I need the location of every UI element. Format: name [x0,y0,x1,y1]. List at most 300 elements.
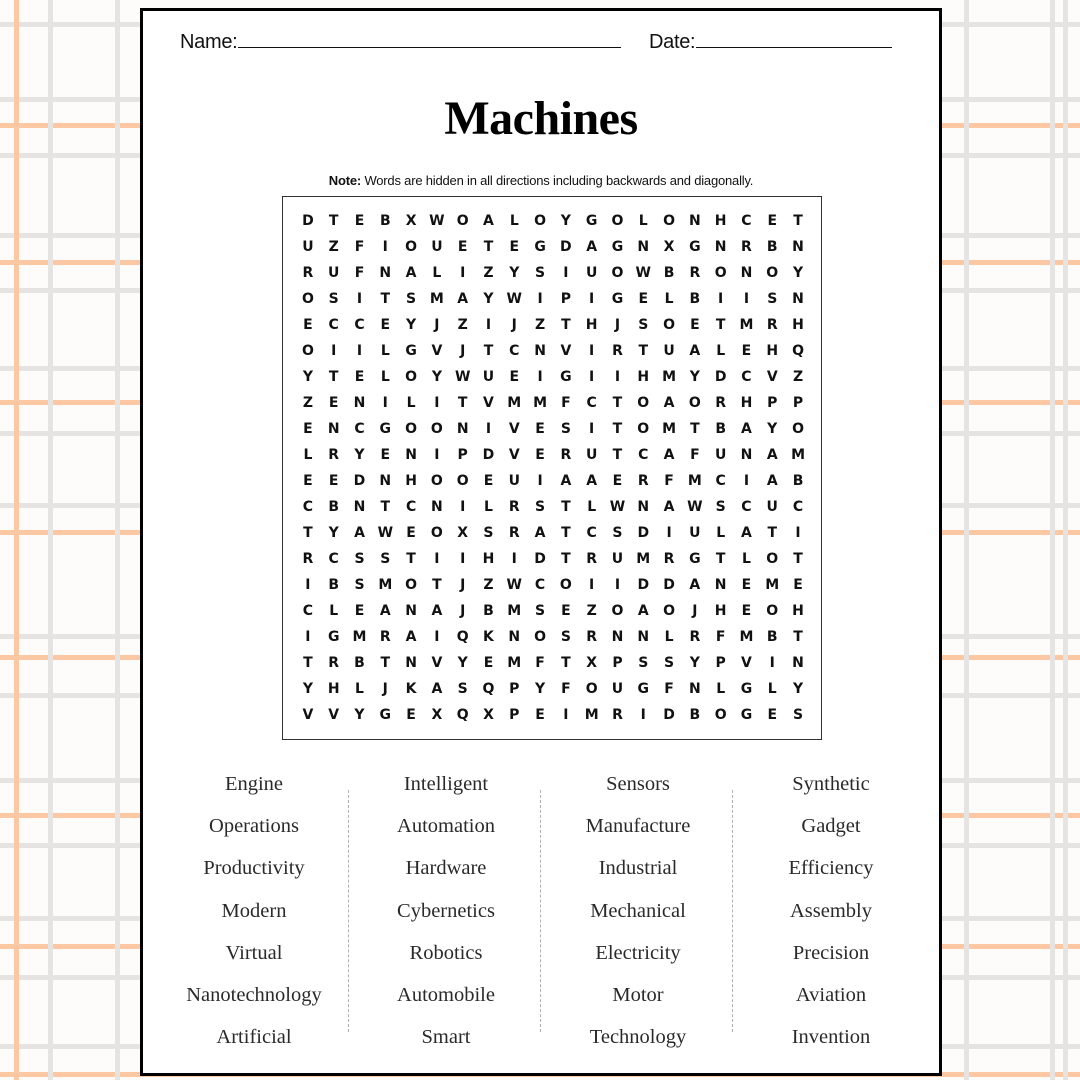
grid-letter[interactable]: H [405,473,417,489]
grid-letter[interactable]: R [328,447,340,463]
grid-letter[interactable]: I [589,577,595,593]
grid-letter[interactable]: O [430,473,443,489]
grid-letter[interactable]: L [767,681,777,697]
grid-letter[interactable]: T [793,629,803,645]
grid-letter[interactable]: C [328,551,339,567]
grid-letter[interactable]: T [380,291,391,307]
grid-letter[interactable]: Y [354,447,365,463]
grid-letter[interactable]: I [537,291,543,307]
grid-letter[interactable]: T [561,525,571,541]
grid-letter[interactable]: E [328,473,339,489]
grid-letter[interactable]: Y [483,291,494,307]
grid-letter[interactable]: V [302,707,314,723]
grid-letter[interactable]: A [379,603,391,619]
grid-letter[interactable]: L [587,499,597,515]
grid-letter[interactable]: I [743,473,750,489]
grid-letter[interactable]: Z [302,395,313,411]
grid-letter[interactable]: N [637,499,650,515]
grid-letter[interactable]: R [508,499,520,515]
grid-letter[interactable]: Y [406,317,417,333]
grid-letter[interactable]: Y [792,681,804,697]
grid-letter[interactable]: R [741,239,752,255]
grid-letter[interactable]: N [379,265,392,281]
grid-letter[interactable]: N [637,629,650,645]
grid-letter[interactable]: Z [534,317,546,333]
grid-letter[interactable]: E [509,369,520,385]
grid-letter[interactable]: A [741,421,752,437]
grid-letter[interactable]: O [301,291,314,307]
grid-letter[interactable]: B [715,421,726,437]
grid-letter[interactable]: N [353,395,366,411]
grid-letter[interactable]: J [460,603,466,619]
grid-letter[interactable]: T [793,213,803,229]
grid-letter[interactable]: I [718,291,724,307]
grid-letter[interactable]: D [302,213,314,229]
grid-letter[interactable]: T [561,499,571,515]
grid-letter[interactable]: L [355,681,364,697]
grid-letter[interactable]: L [638,213,648,229]
date-field[interactable] [649,29,892,54]
grid-letter[interactable]: E [354,213,365,229]
grid-letter[interactable]: C [302,603,314,619]
grid-letter[interactable]: A [637,603,649,619]
grid-letter[interactable]: H [766,343,779,359]
grid-letter[interactable]: S [457,681,468,697]
grid-letter[interactable]: O [534,629,547,645]
grid-letter[interactable]: T [303,525,313,541]
grid-letter[interactable]: U [431,239,443,255]
grid-letter[interactable]: N [688,681,701,697]
grid-letter[interactable]: R [689,629,701,645]
grid-letter[interactable]: N [792,291,804,307]
grid-letter[interactable]: N [456,421,469,437]
grid-letter[interactable]: T [328,369,339,385]
grid-letter[interactable]: O [585,681,598,697]
grid-letter[interactable]: S [612,525,623,541]
grid-letter[interactable]: F [690,447,700,463]
grid-letter[interactable]: V [483,395,494,411]
grid-letter[interactable]: T [561,551,571,567]
grid-letter[interactable]: B [328,577,340,593]
grid-letter[interactable]: D [637,525,650,541]
grid-letter[interactable]: L [484,499,493,515]
grid-letter[interactable]: O [714,265,727,281]
grid-letter[interactable]: S [380,551,391,567]
grid-letter[interactable]: I [795,525,801,541]
grid-letter[interactable]: G [379,421,392,437]
grid-letter[interactable]: L [432,265,442,281]
grid-letter[interactable]: O [430,525,443,541]
grid-letter[interactable]: M [636,551,651,567]
grid-letter[interactable]: V [766,369,778,385]
grid-letter[interactable]: S [767,291,778,307]
grid-letter[interactable]: W [687,499,703,515]
grid-letter[interactable]: Y [328,525,339,541]
grid-letter[interactable]: Q [456,707,469,723]
grid-letter[interactable]: U [714,447,727,463]
grid-letter[interactable]: W [377,525,394,541]
grid-letter[interactable]: O [405,421,418,437]
grid-letter[interactable]: I [614,369,621,385]
grid-letter[interactable]: S [664,655,675,671]
grid-letter[interactable]: V [560,343,572,359]
grid-letter[interactable]: I [331,343,337,359]
grid-letter[interactable]: J [614,317,621,333]
grid-letter[interactable]: M [507,655,522,671]
grid-letter[interactable]: L [303,447,313,463]
grid-letter[interactable]: R [379,629,391,645]
grid-letter[interactable]: W [454,369,471,385]
grid-letter[interactable]: E [303,421,313,437]
grid-letter[interactable]: E [535,447,545,463]
grid-letter[interactable]: Z [483,577,494,593]
grid-letter[interactable]: C [715,473,726,489]
grid-letter[interactable]: I [305,577,311,593]
grid-letter[interactable]: A [663,499,675,515]
name-blank-line[interactable] [238,29,621,48]
grid-letter[interactable]: T [406,551,416,567]
grid-letter[interactable]: F [354,265,365,281]
grid-letter[interactable]: S [560,421,571,437]
grid-letter[interactable]: A [766,473,778,489]
grid-letter[interactable]: Z [586,603,597,619]
grid-letter[interactable]: S [354,577,365,593]
grid-letter[interactable]: Z [483,265,494,281]
grid-letter[interactable]: G [534,239,546,255]
grid-letter[interactable]: E [535,421,545,437]
grid-letter[interactable]: D [663,707,675,723]
grid-letter[interactable]: U [611,681,624,697]
grid-letter[interactable]: S [406,291,417,307]
grid-letter[interactable]: Y [302,681,313,697]
grid-letter[interactable]: M [584,707,599,723]
grid-letter[interactable]: H [792,603,804,619]
grid-letter[interactable]: L [664,629,674,645]
grid-letter[interactable]: C [586,395,597,411]
grid-letter[interactable]: S [328,291,339,307]
grid-letter[interactable]: C [741,499,752,515]
grid-letter[interactable]: O [766,603,779,619]
grid-letter[interactable]: W [429,213,445,229]
grid-letter[interactable]: I [305,629,311,645]
grid-letter[interactable]: E [767,707,778,723]
grid-letter[interactable]: M [533,395,548,411]
grid-letter[interactable]: T [793,551,803,567]
grid-letter[interactable]: T [715,317,726,333]
grid-letter[interactable]: I [460,499,466,515]
grid-letter[interactable]: P [715,655,726,671]
grid-letter[interactable]: M [507,395,522,411]
grid-letter[interactable]: T [303,655,313,671]
grid-letter[interactable]: L [716,525,726,541]
grid-letter[interactable]: J [382,681,388,697]
grid-letter[interactable]: E [354,603,365,619]
grid-letter[interactable]: Q [792,343,804,359]
grid-letter[interactable]: E [741,343,752,359]
grid-letter[interactable]: B [689,707,701,723]
grid-letter[interactable]: Y [560,213,571,229]
grid-letter[interactable]: V [508,421,520,437]
grid-letter[interactable]: T [328,213,339,229]
grid-letter[interactable]: O [766,265,779,281]
grid-letter[interactable]: R [302,551,314,567]
grid-letter[interactable]: E [380,317,391,333]
grid-letter[interactable]: U [663,343,675,359]
grid-letter[interactable]: O [430,421,443,437]
grid-letter[interactable]: E [793,577,803,593]
grid-letter[interactable]: O [663,213,675,229]
grid-letter[interactable]: O [714,707,727,723]
grid-letter[interactable]: E [535,707,545,723]
grid-letter[interactable]: A [534,525,546,541]
grid-letter[interactable]: B [689,291,701,307]
grid-letter[interactable]: H [327,681,340,697]
grid-letter[interactable]: I [589,291,595,307]
grid-letter[interactable]: S [535,499,546,515]
grid-letter[interactable]: R [328,655,340,671]
grid-letter[interactable]: F [715,629,726,645]
grid-letter[interactable]: P [509,681,520,697]
grid-letter[interactable]: A [431,681,443,697]
grid-letter[interactable]: O [534,213,547,229]
grid-letter[interactable]: Q [482,681,495,697]
grid-letter[interactable]: I [460,265,466,281]
grid-letter[interactable]: V [431,343,443,359]
grid-letter[interactable]: E [406,707,416,723]
grid-letter[interactable]: L [509,213,519,229]
grid-letter[interactable]: T [380,499,391,515]
grid-letter[interactable]: P [457,447,468,463]
grid-letter[interactable]: H [585,317,598,333]
grid-letter[interactable]: L [716,343,726,359]
grid-letter[interactable]: G [689,239,701,255]
grid-letter[interactable]: C [741,369,752,385]
grid-letter[interactable]: I [537,369,543,385]
grid-letter[interactable]: R [663,551,675,567]
grid-letter[interactable]: H [792,317,804,333]
grid-letter[interactable]: T [612,421,623,437]
grid-letter[interactable]: S [560,629,571,645]
grid-letter[interactable]: M [687,473,702,489]
grid-letter[interactable]: I [356,343,363,359]
grid-letter[interactable]: M [352,629,367,645]
grid-letter[interactable]: V [508,447,520,463]
grid-letter[interactable]: O [792,421,804,437]
grid-letter[interactable]: D [353,473,366,489]
grid-letter[interactable]: C [792,499,804,515]
grid-letter[interactable]: O [611,213,624,229]
grid-letter[interactable]: C [354,317,365,333]
grid-letter[interactable]: I [640,707,646,723]
grid-letter[interactable]: X [586,655,598,671]
grid-letter[interactable]: I [769,655,775,671]
grid-letter[interactable]: Y [457,655,468,671]
grid-letter[interactable]: F [664,473,674,489]
grid-letter[interactable]: U [328,265,340,281]
grid-letter[interactable]: I [485,421,492,437]
grid-letter[interactable]: T [561,317,571,333]
grid-letter[interactable]: H [714,213,727,229]
grid-letter[interactable]: F [664,681,674,697]
grid-letter[interactable]: E [741,603,752,619]
grid-letter[interactable]: G [560,369,572,385]
grid-letter[interactable]: W [506,291,522,307]
grid-letter[interactable]: M [765,577,780,593]
grid-letter[interactable]: U [585,265,598,281]
grid-letter[interactable]: M [662,369,677,385]
grid-letter[interactable]: E [457,239,468,255]
grid-letter[interactable]: A [483,213,494,229]
grid-letter[interactable]: E [741,577,752,593]
grid-letter[interactable]: R [689,265,701,281]
grid-letter[interactable]: O [559,577,572,593]
grid-letter[interactable]: O [663,603,675,619]
grid-letter[interactable]: H [714,603,727,619]
grid-letter[interactable]: I [563,707,569,723]
grid-letter[interactable]: M [662,421,677,437]
grid-letter[interactable]: O [766,551,779,567]
grid-letter[interactable]: D [663,577,675,593]
grid-letter[interactable]: I [589,421,595,437]
grid-letter[interactable]: O [456,473,469,489]
grid-letter[interactable]: O [301,343,314,359]
grid-letter[interactable]: N [353,499,366,515]
grid-letter[interactable]: O [405,239,418,255]
grid-letter[interactable]: E [406,525,416,541]
grid-letter[interactable]: T [483,343,494,359]
grid-letter[interactable]: G [611,291,624,307]
grid-letter[interactable]: C [534,577,546,593]
grid-letter[interactable]: W [635,265,651,281]
grid-letter[interactable]: Y [689,369,700,385]
grid-letter[interactable]: P [792,395,804,411]
grid-letter[interactable]: E [483,655,494,671]
grid-letter[interactable]: L [406,395,416,411]
grid-letter[interactable]: E [561,603,571,619]
grid-letter[interactable]: N [508,629,521,645]
grid-letter[interactable]: I [614,577,621,593]
grid-letter[interactable]: T [380,655,391,671]
grid-letter[interactable]: M [791,447,805,463]
grid-letter[interactable]: F [561,395,571,411]
grid-letter[interactable]: R [586,551,598,567]
grid-letter[interactable]: C [586,525,597,541]
grid-letter[interactable]: F [535,655,545,671]
grid-letter[interactable]: J [692,603,698,619]
grid-letter[interactable]: B [766,629,778,645]
grid-letter[interactable]: I [434,629,440,645]
grid-letter[interactable]: N [637,239,650,255]
grid-letter[interactable]: Y [431,369,442,385]
grid-letter[interactable]: Y [767,421,778,437]
grid-letter[interactable]: I [563,265,569,281]
grid-letter[interactable]: I [589,343,595,359]
grid-letter[interactable]: E [638,291,649,307]
grid-letter[interactable]: I [589,369,595,385]
grid-letter[interactable]: I [666,525,672,541]
grid-letter[interactable]: Y [535,681,546,697]
grid-letter[interactable]: E [767,213,778,229]
grid-letter[interactable]: T [690,421,700,437]
grid-letter[interactable]: L [329,603,339,619]
grid-letter[interactable]: E [354,369,365,385]
grid-letter[interactable]: N [740,447,753,463]
grid-letter[interactable]: P [767,395,778,411]
grid-letter[interactable]: U [302,239,314,255]
grid-letter[interactable]: X [431,707,443,723]
grid-letter[interactable]: E [612,473,623,489]
name-field[interactable] [180,29,621,54]
grid-letter[interactable]: S [354,551,365,567]
grid-letter[interactable]: E [328,395,339,411]
grid-letter[interactable]: N [405,655,417,671]
grid-letter[interactable]: A [663,395,675,411]
grid-letter[interactable]: H [740,395,753,411]
grid-letter[interactable]: U [508,473,520,489]
grid-letter[interactable]: R [560,447,572,463]
grid-letter[interactable]: I [460,551,466,567]
grid-letter[interactable]: N [327,421,340,437]
grid-letter[interactable]: O [611,603,624,619]
grid-letter[interactable]: R [612,707,623,723]
grid-letter[interactable]: I [356,291,363,307]
grid-letter[interactable]: C [328,317,339,333]
grid-letter[interactable]: I [743,291,750,307]
grid-letter[interactable]: T [561,655,571,671]
grid-letter[interactable]: B [328,499,340,515]
grid-letter[interactable]: B [766,239,778,255]
grid-letter[interactable]: B [379,213,391,229]
grid-letter[interactable]: N [688,213,701,229]
grid-letter[interactable]: D [482,447,495,463]
grid-letter[interactable]: L [380,369,390,385]
grid-letter[interactable]: C [741,213,752,229]
grid-letter[interactable]: H [482,551,495,567]
grid-letter[interactable]: V [431,655,443,671]
grid-letter[interactable]: G [637,681,649,697]
grid-letter[interactable]: H [637,369,650,385]
grid-letter[interactable]: X [405,213,417,229]
grid-letter[interactable]: P [509,707,520,723]
grid-letter[interactable]: U [766,499,778,515]
grid-letter[interactable]: U [482,369,495,385]
grid-letter[interactable]: O [688,395,701,411]
grid-letter[interactable]: P [612,655,623,671]
grid-letter[interactable]: E [509,239,520,255]
grid-letter[interactable]: Z [457,317,468,333]
grid-letter[interactable]: C [354,421,365,437]
grid-letter[interactable]: W [506,577,522,593]
grid-letter[interactable]: C [638,447,649,463]
grid-letter[interactable]: T [612,395,623,411]
grid-letter[interactable]: S [715,499,726,515]
grid-letter[interactable]: K [483,629,494,645]
grid-letter[interactable]: E [303,317,313,333]
grid-letter[interactable]: U [611,551,624,567]
grid-letter[interactable]: R [715,395,727,411]
grid-letter[interactable]: A [560,473,572,489]
grid-letter[interactable]: G [740,681,753,697]
grid-letter[interactable]: C [302,499,314,515]
grid-letter[interactable]: T [457,395,468,411]
grid-letter[interactable]: O [405,369,418,385]
grid-letter[interactable]: N [740,265,753,281]
grid-letter[interactable]: A [741,525,752,541]
grid-letter[interactable]: E [690,317,700,333]
grid-letter[interactable]: I [434,395,440,411]
grid-letter[interactable]: A [663,447,675,463]
grid-letter[interactable]: J [511,317,517,333]
